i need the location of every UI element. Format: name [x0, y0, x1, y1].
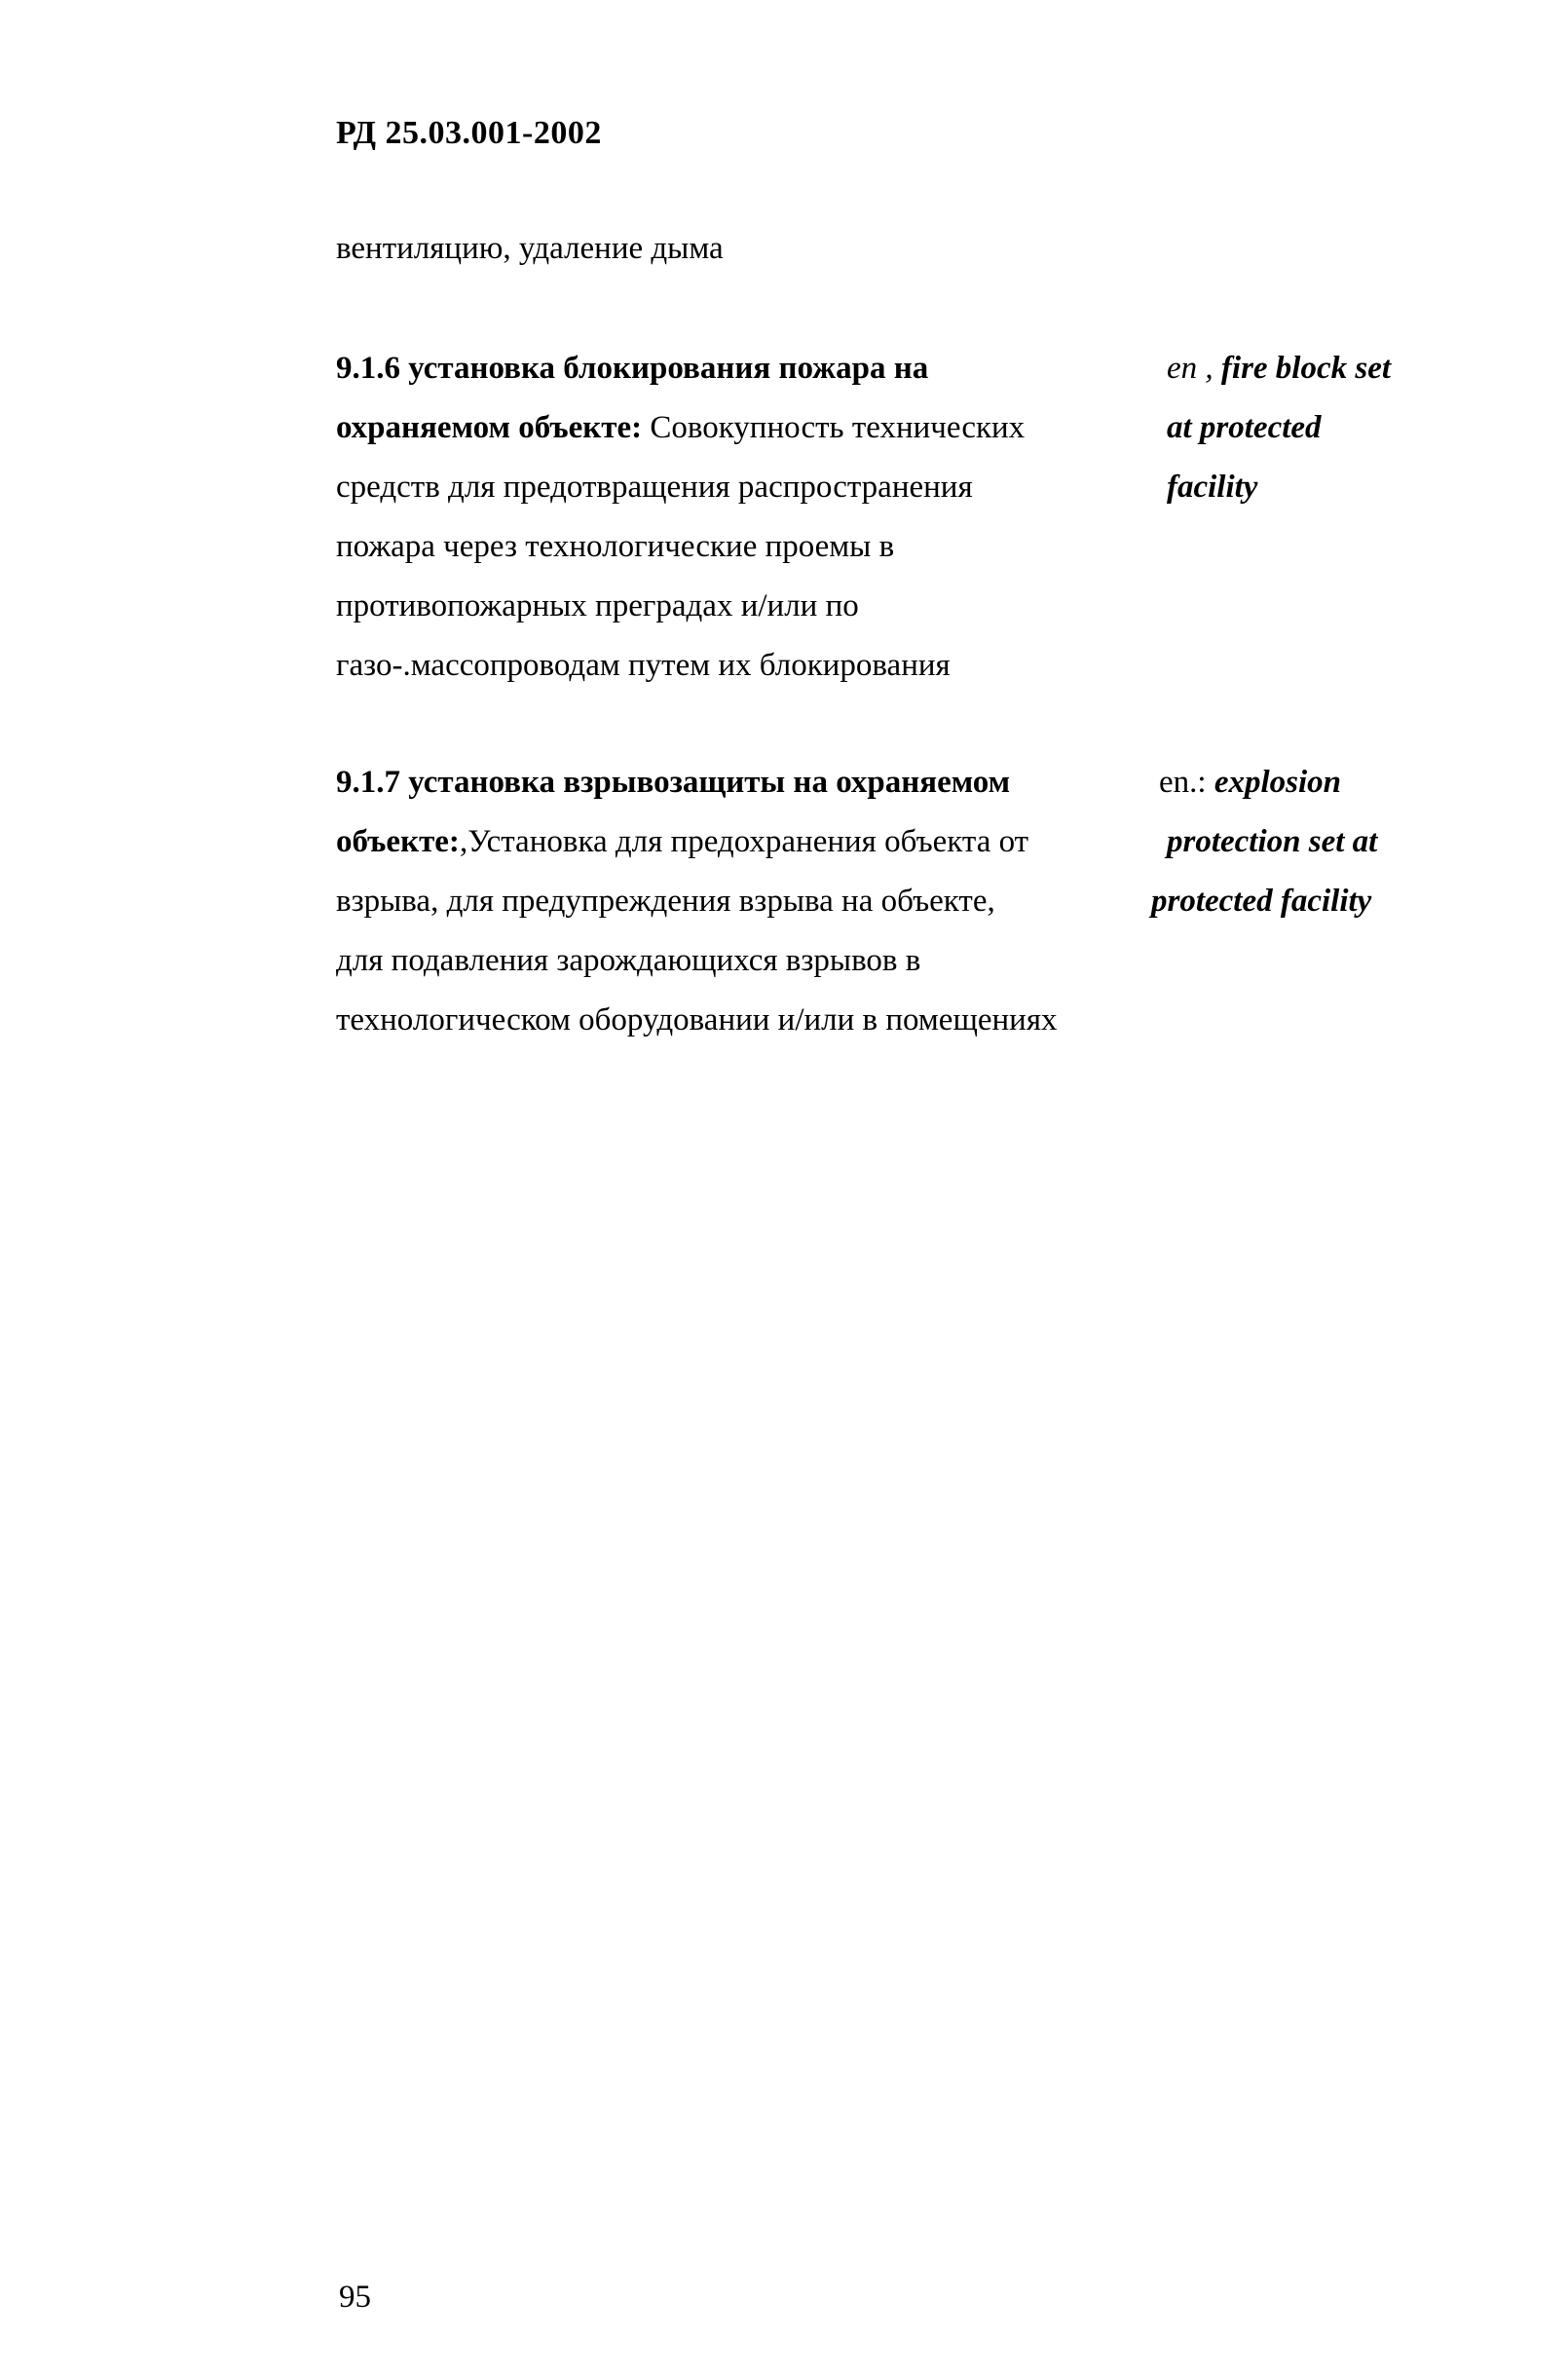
term-definition [336, 753, 1144, 1050]
definition-line: взрыва, для предупреждения взрыва на объекте, [336, 884, 995, 919]
translation-term: fire block set [1213, 351, 1392, 386]
translation-line [1167, 339, 1391, 398]
continuation-text: вентиляцию, удаление дыма [336, 231, 724, 266]
term-title-end: объекте: [336, 824, 460, 859]
document-code-header: РД 25.03.001-2002 [336, 115, 602, 151]
page-number: 95 [339, 2280, 371, 2315]
term-translation-9-1-7 [1151, 753, 1378, 931]
definition-line: газо-.массопроводам путем их блокирования [336, 648, 951, 683]
term-definition [336, 339, 1144, 696]
definition-line: средств для предотвращения распространения [336, 470, 973, 505]
translation-line: protection set at [1167, 824, 1378, 859]
definition-start: ,Установка для предохранения объекта от [459, 824, 1029, 859]
term-translation-9-1-6 [1167, 339, 1391, 517]
translation-term: explosion [1206, 765, 1342, 800]
translation-line: at protected [1167, 410, 1322, 445]
translation-language: en , [1167, 351, 1213, 386]
translation-line [1159, 753, 1377, 812]
translation-line: facility [1167, 470, 1258, 505]
term-title-continuation-line [336, 812, 1144, 872]
definition-start: Совокупность технических [642, 410, 1026, 445]
term-entry-9-1-6 [336, 339, 1144, 696]
translation-line: protected facility [1151, 884, 1372, 919]
translation-language: en.: [1159, 765, 1207, 800]
term-title-line: 9.1.6 установка блокирования пожара на [336, 351, 929, 386]
term-entry-9-1-7 [336, 753, 1144, 1050]
term-title-continuation-line [336, 398, 1144, 458]
definition-line: для подавления зарождающихся взрывов в [336, 943, 921, 978]
definition-line: противопожарных преградах и/или по [336, 588, 859, 623]
definition-line: технологическом оборудовании и/или в помещениях [336, 1002, 1058, 1037]
term-title-end: охраняемом объекте: [336, 410, 643, 445]
term-title-line: 9.1.7 установка взрывозащиты на охраняемом [336, 765, 1011, 800]
definition-line: пожара через технологические проемы в [336, 529, 895, 564]
